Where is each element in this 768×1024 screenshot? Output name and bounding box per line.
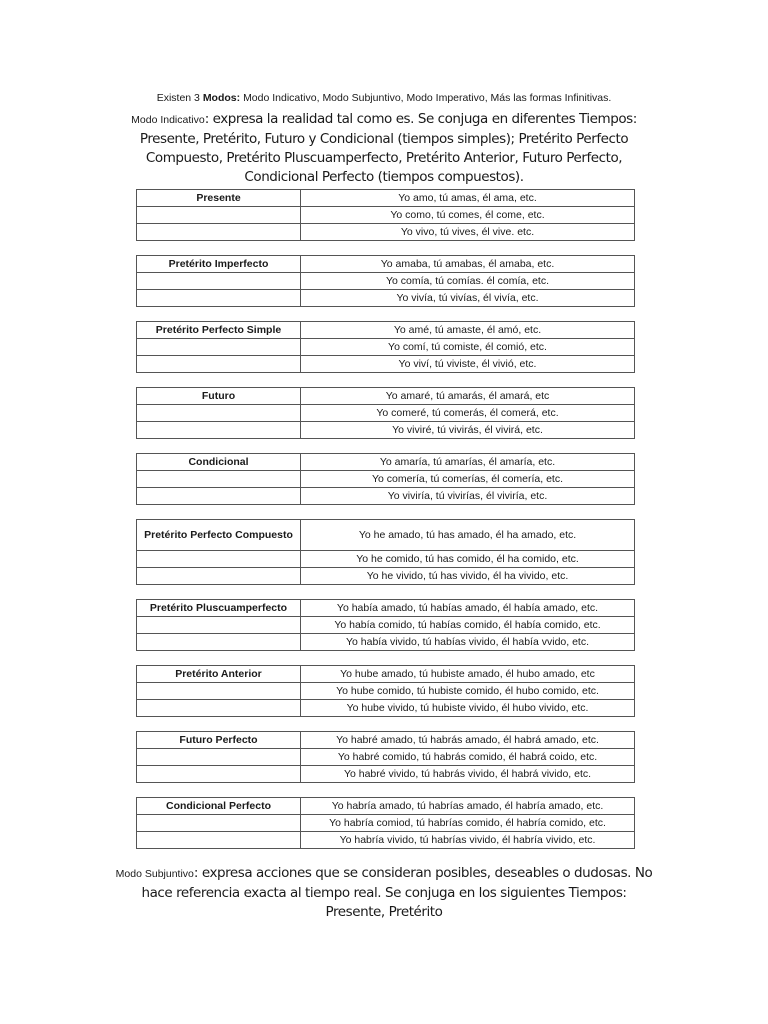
intro-bold: Modos: — [202, 92, 241, 104]
conjugation-cell: Yo había vivido, tú habías vivido, él había vvido, etc. — [301, 634, 635, 651]
tense-name: Pretérito Anterior — [137, 666, 301, 683]
tense-table-condicional — [136, 453, 635, 505]
indicativo-lead: Modo Indicativo — [131, 114, 205, 126]
conjugation-cell: Yo como, tú comes, él come, etc. — [301, 207, 635, 224]
conjugation-cell: Yo habré vivido, tú habrás vivido, él habrá vivido, etc. — [301, 766, 635, 783]
conjugation-cell: Yo amaré, tú amarás, él amará, etc — [301, 388, 635, 405]
conjugation-cell: Yo comería, tú comerías, él comería, etc. — [301, 471, 635, 488]
tense-table-condicional-perfecto — [136, 797, 635, 849]
conjugation-cell: Yo viví, tú viviste, él vivió, etc. — [301, 356, 635, 373]
conjugation-cell: Yo amé, tú amaste, él amó, etc. — [301, 322, 635, 339]
conjugation-cell: Yo vivía, tú vivías, él vivía, etc. — [301, 290, 635, 307]
tense-name: Pretérito Perfecto Compuesto — [137, 520, 301, 551]
intro-prefix: Existen 3 — [156, 92, 200, 104]
tense-name: Futuro Perfecto — [137, 732, 301, 749]
indicativo-paragraph — [118, 110, 650, 187]
conjugation-cell: Yo había comido, tú habías comido, él había comido, etc. — [301, 617, 635, 634]
tense-name: Presente — [137, 190, 301, 207]
conjugation-cell: Yo habría amado, tú habrías amado, él habría amado, etc. — [301, 798, 635, 815]
subjuntivo-lead: Modo Subjuntivo — [115, 868, 194, 880]
intro-line — [0, 92, 768, 104]
tense-name: Pretérito Pluscuamperfecto — [137, 600, 301, 617]
subjuntivo-paragraph — [110, 864, 658, 922]
tense-table-preterito-perfecto-simple — [136, 321, 635, 373]
intro-rest: Modo Indicativo, Modo Subjuntivo, Modo Imperativo, Más las formas Infinitivas. — [243, 92, 612, 104]
tense-table-futuro — [136, 387, 635, 439]
conjugation-cell: Yo comí, tú comiste, él comió, etc. — [301, 339, 635, 356]
conjugation-cell: Yo he amado, tú has amado, él ha amado, etc. — [301, 520, 635, 551]
tense-table-preterito-imperfecto — [136, 255, 635, 307]
conjugation-cell: Yo había amado, tú habías amado, él había amado, etc. — [301, 600, 635, 617]
tense-table-futuro-perfecto — [136, 731, 635, 783]
tense-table-preterito-pluscuamperfecto — [136, 599, 635, 651]
conjugation-cell: Yo amaría, tú amarías, él amaría, etc. — [301, 454, 635, 471]
tense-name: Condicional Perfecto — [137, 798, 301, 815]
conjugation-cell: Yo habría vivido, tú habrías vivido, él habría vivido, etc. — [301, 832, 635, 849]
conjugation-cell: Yo habré comido, tú habrás comido, él habrá coido, etc. — [301, 749, 635, 766]
tense-name: Condicional — [137, 454, 301, 471]
conjugation-cell: Yo hube amado, tú hubiste amado, él hubo amado, etc — [301, 666, 635, 683]
conjugation-cell: Yo comeré, tú comerás, él comerá, etc. — [301, 405, 635, 422]
indicativo-text: : expresa la realidad tal como es. Se conjuga en diferentes Tiempos: Presente, Pretérito, Futuro y Condicional (tiempos simples); Pretérito Perfecto Compuesto, Pretérito Pluscuamperfecto, Pretérito Anterior, Futuro Perfecto, Condicional Perfecto (tiempos compuestos). — [139, 111, 637, 185]
conjugation-cell: Yo amaba, tú amabas, él amaba, etc. — [301, 256, 635, 273]
conjugation-cell: Yo hube comido, tú hubiste comido, él hubo comido, etc. — [301, 683, 635, 700]
conjugation-cell: Yo he comido, tú has comido, él ha comido, etc. — [301, 551, 635, 568]
tense-table-preterito-anterior — [136, 665, 635, 717]
conjugation-cell: Yo he vivido, tú has vivido, él ha vivido, etc. — [301, 568, 635, 585]
tense-name: Futuro — [137, 388, 301, 405]
conjugation-cell: Yo amo, tú amas, él ama, etc. — [301, 190, 635, 207]
conjugation-cell: Yo viviría, tú vivirías, él viviría, etc. — [301, 488, 635, 505]
subjuntivo-text: : expresa acciones que se consideran posibles, deseables o dudosas. No hace referencia exacta al tiempo real. Se conjuga en los siguientes Tiempos: Presente, Pretérito — [141, 865, 653, 920]
tense-table-preterito-perfecto-compuesto — [136, 519, 635, 585]
tense-name: Pretérito Perfecto Simple — [137, 322, 301, 339]
conjugation-cell: Yo comía, tú comías. él comía, etc. — [301, 273, 635, 290]
conjugation-cell: Yo habría comiod, tú habrías comido, él habría comido, etc. — [301, 815, 635, 832]
tense-name: Pretérito Imperfecto — [137, 256, 301, 273]
conjugation-cell: Yo hube vivido, tú hubiste vivido, él hubo vivido, etc. — [301, 700, 635, 717]
tense-table-presente — [136, 189, 635, 241]
conjugation-cell: Yo vivo, tú vives, él vive. etc. — [301, 224, 635, 241]
conjugation-cell: Yo viviré, tú vivirás, él vivirá, etc. — [301, 422, 635, 439]
conjugation-cell: Yo habré amado, tú habrás amado, él habrá amado, etc. — [301, 732, 635, 749]
